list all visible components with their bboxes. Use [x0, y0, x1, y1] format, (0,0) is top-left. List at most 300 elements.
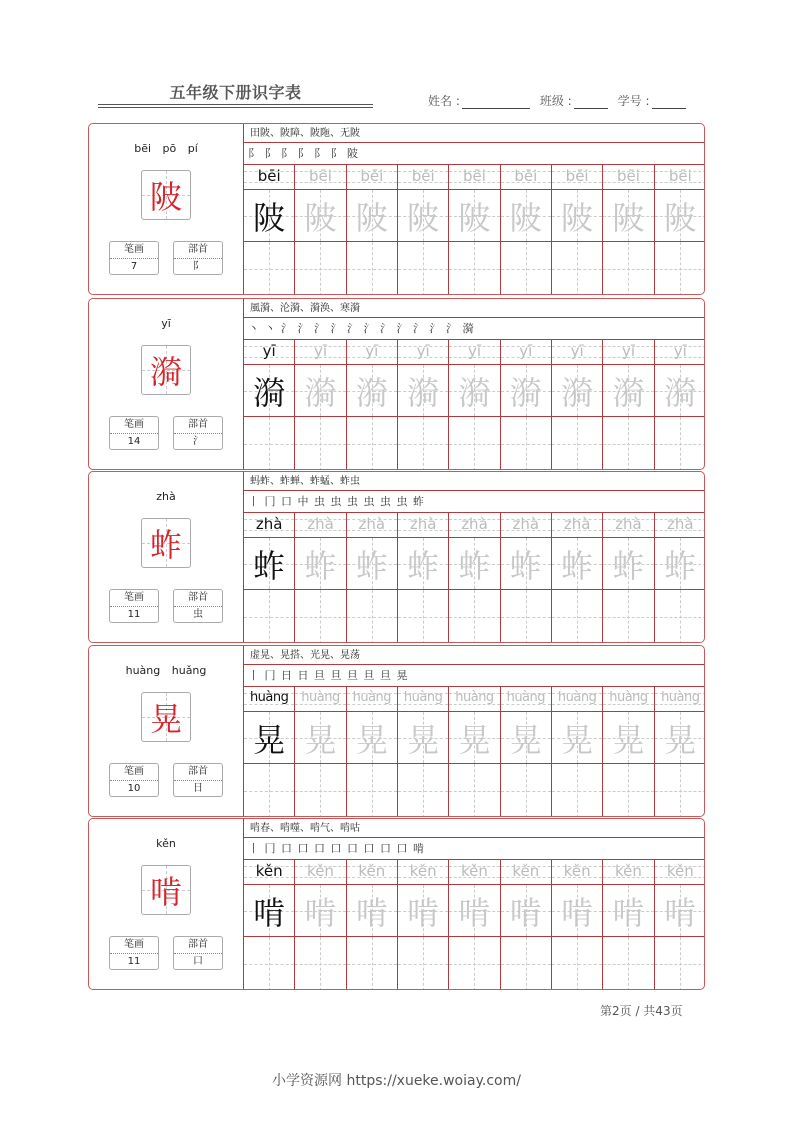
character-writing-cell[interactable]: [603, 712, 653, 764]
practice-pinyin: yī: [313, 342, 328, 360]
name-label: 姓名 :: [428, 94, 460, 108]
practice-panel: [244, 299, 705, 469]
practice-character: 晃: [253, 720, 286, 759]
practice-column: [398, 513, 449, 643]
practice-column: [347, 165, 398, 295]
name-blank[interactable]: [462, 96, 530, 109]
practice-pinyin: huàng: [301, 690, 340, 705]
character-writing-cell[interactable]: [398, 365, 448, 417]
radical-label: 部首: [174, 242, 222, 259]
practice-column: [655, 165, 705, 295]
practice-pinyin: huàng: [557, 690, 597, 705]
character-display-box: [141, 865, 191, 915]
radical-value: 氵: [193, 436, 203, 447]
character-writing-cell[interactable]: [398, 190, 448, 242]
pinyin-writing-cell[interactable]: [398, 165, 448, 190]
character-writing-cell[interactable]: [655, 885, 705, 937]
stroke-count-box: [109, 763, 159, 797]
pinyin-writing-cell[interactable]: [501, 340, 551, 365]
stroke-count-value: 11: [127, 609, 141, 620]
practice-pinyin: zhà: [512, 515, 540, 533]
pinyin-writing-cell[interactable]: [655, 513, 705, 538]
character-writing-cell[interactable]: [244, 538, 294, 590]
character-writing-cell[interactable]: [347, 885, 397, 937]
pinyin-writing-cell[interactable]: [398, 860, 448, 885]
practice-character: 啃: [253, 893, 286, 932]
practice-pinyin: huàng: [506, 690, 546, 705]
practice-column: [655, 340, 705, 470]
pinyin-writing-cell[interactable]: [244, 687, 294, 712]
blank-writing-cell[interactable]: [449, 764, 499, 817]
practice-pinyin: yī: [673, 342, 687, 360]
student-number-label: 学号 :: [617, 94, 650, 108]
blank-writing-cell[interactable]: [244, 242, 294, 295]
pinyin-writing-cell[interactable]: [449, 687, 499, 712]
practice-character: 蚱: [561, 546, 594, 585]
pinyin-writing-cell[interactable]: [655, 340, 705, 365]
practice-pinyin: bēi: [411, 167, 435, 185]
pinyin-writing-cell[interactable]: [449, 340, 499, 365]
main-character: 啃: [149, 873, 182, 911]
practice-column: [449, 340, 500, 470]
practice-pinyin: zhà: [409, 515, 437, 533]
blank-writing-cell[interactable]: [655, 242, 705, 295]
stroke-order: 丨 冂 日 日 旦 旦 旦 旦 旦 晃: [244, 665, 705, 687]
character-writing-cell[interactable]: [244, 885, 294, 937]
pinyin-writing-cell[interactable]: [347, 860, 397, 885]
stroke-count-box: [109, 589, 159, 623]
character-writing-cell[interactable]: [501, 365, 551, 417]
character-writing-cell[interactable]: [295, 712, 345, 764]
pinyin-writing-cell[interactable]: [295, 860, 345, 885]
page-number: 第2页 / 共43页: [600, 1004, 683, 1018]
practice-grid: [244, 513, 705, 643]
character-writing-cell[interactable]: [398, 712, 448, 764]
pinyin-writing-cell[interactable]: [295, 513, 345, 538]
character-writing-cell[interactable]: [449, 365, 499, 417]
character-writing-cell[interactable]: [552, 365, 602, 417]
blank-writing-cell[interactable]: [501, 937, 551, 990]
practice-pinyin: kěn: [666, 862, 694, 880]
radical-box: [173, 416, 223, 450]
practice-pinyin: yī: [570, 342, 584, 360]
blank-writing-cell[interactable]: [295, 937, 345, 990]
practice-column: [398, 165, 449, 295]
pinyin-writing-cell[interactable]: [398, 687, 448, 712]
radical-label: 部首: [174, 937, 222, 954]
practice-pinyin: bēi: [565, 167, 589, 185]
character-writing-cell[interactable]: [501, 712, 551, 764]
practice-character: 晃: [458, 720, 491, 759]
practice-pinyin: yī: [262, 342, 276, 360]
practice-character: 蚱: [509, 546, 542, 585]
practice-character: 啃: [664, 893, 697, 932]
practice-panel: [244, 472, 705, 642]
practice-pinyin: huàng: [609, 690, 648, 705]
blank-writing-cell[interactable]: [552, 417, 602, 470]
character-writing-cell[interactable]: [347, 712, 397, 764]
stroke-order: 阝 阝 阝 阝 阝 阝 陂: [244, 143, 705, 165]
practice-panel: [244, 819, 705, 989]
character-writing-cell[interactable]: [603, 190, 653, 242]
pinyin-writing-cell[interactable]: [603, 513, 653, 538]
practice-character: 啃: [304, 893, 337, 932]
practice-character: 蚱: [304, 546, 337, 585]
pinyin-writing-cell[interactable]: [347, 513, 397, 538]
practice-column: [501, 687, 552, 817]
practice-character: 晃: [612, 720, 645, 759]
blank-writing-cell[interactable]: [552, 764, 602, 817]
practice-column: [603, 687, 654, 817]
practice-pinyin: kěn: [563, 862, 591, 880]
practice-pinyin: zhà: [307, 515, 334, 533]
pinyin-writing-cell[interactable]: [655, 165, 705, 190]
practice-character: 陂: [407, 198, 440, 237]
stroke-count-label: 笔画: [110, 590, 158, 607]
pinyin-writing-cell[interactable]: [552, 513, 602, 538]
character-pinyin: bēi pō pí: [134, 142, 198, 155]
practice-pinyin: zhà: [667, 515, 694, 533]
pinyin-writing-cell[interactable]: [449, 860, 499, 885]
blank-writing-cell[interactable]: [655, 417, 705, 470]
stroke-count-box: [109, 416, 159, 450]
practice-character: 漪: [509, 373, 542, 412]
practice-pinyin: huàng: [352, 690, 392, 705]
practice-column: [347, 687, 398, 817]
worksheet-title: 五年级下册识字表: [169, 83, 302, 102]
character-writing-cell[interactable]: [501, 538, 551, 590]
practice-column: [552, 340, 603, 470]
practice-character: 蚱: [253, 546, 286, 585]
pinyin-writing-cell[interactable]: [501, 860, 551, 885]
practice-column: [501, 340, 552, 470]
blank-writing-cell[interactable]: [398, 937, 448, 990]
practice-column: [347, 340, 398, 470]
practice-pinyin: yī: [621, 342, 635, 360]
practice-character: 蚱: [458, 546, 491, 585]
practice-character: 晃: [304, 720, 337, 759]
practice-column: [552, 860, 603, 990]
character-pinyin: zhà: [156, 490, 176, 503]
blank-writing-cell[interactable]: [295, 242, 345, 295]
practice-column: [552, 687, 603, 817]
practice-column: [552, 513, 603, 643]
practice-pinyin: kěn: [307, 862, 334, 880]
practice-character: 晃: [509, 720, 542, 759]
practice-column: [449, 860, 500, 990]
practice-panel: [244, 646, 705, 816]
blank-writing-cell[interactable]: [398, 590, 448, 643]
character-card: [88, 471, 705, 643]
blank-writing-cell[interactable]: [244, 417, 294, 470]
practice-column: [244, 165, 295, 295]
pinyin-writing-cell[interactable]: [501, 165, 551, 190]
blank-writing-cell[interactable]: [501, 764, 551, 817]
practice-pinyin: kěn: [512, 862, 540, 880]
blank-writing-cell[interactable]: [603, 764, 653, 817]
character-writing-cell[interactable]: [603, 885, 653, 937]
blank-writing-cell[interactable]: [655, 937, 705, 990]
main-character: 陂: [149, 178, 182, 216]
pinyin-writing-cell[interactable]: [295, 340, 345, 365]
blank-writing-cell[interactable]: [552, 590, 602, 643]
main-character: 蚱: [149, 526, 182, 564]
blank-writing-cell[interactable]: [244, 764, 294, 817]
blank-writing-cell[interactable]: [655, 764, 705, 817]
practice-pinyin: bēi: [309, 167, 332, 185]
radical-box: [173, 936, 223, 970]
class-label: 班级 :: [539, 94, 572, 108]
character-info-panel: [89, 472, 244, 642]
pinyin-writing-cell[interactable]: [552, 340, 602, 365]
pinyin-writing-cell[interactable]: [501, 687, 551, 712]
footer-source: 小学资源网 https://xueke.woiay.com/: [272, 1073, 521, 1089]
practice-character: 啃: [407, 893, 440, 932]
radical-value: 日: [193, 783, 203, 794]
pinyin-writing-cell[interactable]: [603, 687, 653, 712]
blank-writing-cell[interactable]: [603, 242, 653, 295]
practice-character: 漪: [458, 373, 491, 412]
practice-column: [347, 860, 398, 990]
character-writing-cell[interactable]: [244, 190, 294, 242]
pinyin-writing-cell[interactable]: [603, 340, 653, 365]
practice-column: [603, 860, 654, 990]
stroke-count-label: 笔画: [110, 937, 158, 954]
practice-column: [603, 513, 654, 643]
practice-character: 蚱: [355, 546, 388, 585]
blank-writing-cell[interactable]: [603, 937, 653, 990]
character-writing-cell[interactable]: [655, 538, 705, 590]
practice-column: [398, 687, 449, 817]
blank-writing-cell[interactable]: [449, 242, 499, 295]
radical-box: [173, 763, 223, 797]
character-writing-cell[interactable]: [552, 712, 602, 764]
blank-writing-cell[interactable]: [347, 242, 397, 295]
character-card: [88, 818, 705, 990]
character-writing-cell[interactable]: [655, 712, 705, 764]
practice-character: 漪: [253, 373, 286, 412]
pinyin-writing-cell[interactable]: [501, 513, 551, 538]
blank-writing-cell[interactable]: [347, 417, 397, 470]
blank-writing-cell[interactable]: [347, 764, 397, 817]
blank-writing-cell[interactable]: [295, 417, 345, 470]
practice-pinyin: bēi: [360, 167, 384, 185]
character-writing-cell[interactable]: [449, 712, 499, 764]
pinyin-writing-cell[interactable]: [655, 860, 705, 885]
practice-character: 啃: [612, 893, 645, 932]
practice-column: [347, 513, 398, 643]
practice-column: [244, 513, 295, 643]
blank-writing-cell[interactable]: [501, 417, 551, 470]
blank-writing-cell[interactable]: [655, 590, 705, 643]
pinyin-writing-cell[interactable]: [449, 165, 499, 190]
pinyin-writing-cell[interactable]: [603, 860, 653, 885]
blank-writing-cell[interactable]: [449, 590, 499, 643]
stroke-count-value: 14: [127, 436, 141, 447]
character-writing-cell[interactable]: [603, 538, 653, 590]
practice-column: [295, 340, 346, 470]
pinyin-writing-cell[interactable]: [244, 165, 294, 190]
practice-character: 啃: [561, 893, 594, 932]
character-writing-cell[interactable]: [449, 190, 499, 242]
pinyin-writing-cell[interactable]: [347, 165, 397, 190]
practice-column: [295, 165, 346, 295]
radical-value: 虫: [193, 609, 203, 620]
character-writing-cell[interactable]: [655, 190, 705, 242]
pinyin-writing-cell[interactable]: [295, 165, 345, 190]
character-writing-cell[interactable]: [295, 538, 345, 590]
pinyin-writing-cell[interactable]: [655, 687, 705, 712]
pinyin-writing-cell[interactable]: [347, 340, 397, 365]
character-writing-cell[interactable]: [244, 365, 294, 417]
practice-pinyin: zhà: [563, 515, 591, 533]
practice-column: [295, 860, 346, 990]
blank-writing-cell[interactable]: [398, 764, 448, 817]
practice-character: 漪: [561, 373, 594, 412]
blank-writing-cell[interactable]: [398, 242, 448, 295]
practice-column: [244, 860, 295, 990]
practice-column: [449, 165, 500, 295]
practice-column: [449, 687, 500, 817]
practice-character: 陂: [561, 198, 594, 237]
practice-panel: [244, 124, 705, 294]
blank-writing-cell[interactable]: [398, 417, 448, 470]
practice-pinyin: huàng: [403, 690, 443, 705]
class-blank[interactable]: [574, 96, 608, 109]
character-card: [88, 123, 705, 295]
practice-pinyin: kěn: [461, 862, 488, 880]
character-card: [88, 298, 705, 470]
blank-writing-cell[interactable]: [244, 937, 294, 990]
blank-writing-cell[interactable]: [295, 590, 345, 643]
main-character: 晃: [149, 700, 182, 738]
pinyin-writing-cell[interactable]: [552, 860, 602, 885]
practice-pinyin: bēi: [668, 167, 692, 185]
practice-pinyin: huàng: [455, 690, 494, 705]
character-writing-cell[interactable]: [398, 885, 448, 937]
character-writing-cell[interactable]: [552, 538, 602, 590]
practice-pinyin: bēi: [463, 167, 486, 185]
blank-writing-cell[interactable]: [501, 242, 551, 295]
practice-column: [501, 860, 552, 990]
blank-writing-cell[interactable]: [244, 590, 294, 643]
character-display-box: [141, 345, 191, 395]
pinyin-writing-cell[interactable]: [347, 687, 397, 712]
practice-column: [449, 513, 500, 643]
practice-character: 晃: [561, 720, 594, 759]
pinyin-writing-cell[interactable]: [295, 687, 345, 712]
practice-column: [655, 513, 705, 643]
practice-column: [655, 687, 705, 817]
pinyin-writing-cell[interactable]: [244, 860, 294, 885]
pinyin-writing-cell[interactable]: [398, 340, 448, 365]
practice-column: [655, 860, 705, 990]
blank-writing-cell[interactable]: [552, 937, 602, 990]
blank-writing-cell[interactable]: [603, 417, 653, 470]
character-writing-cell[interactable]: [552, 190, 602, 242]
character-writing-cell[interactable]: [552, 885, 602, 937]
pinyin-writing-cell[interactable]: [603, 165, 653, 190]
blank-writing-cell[interactable]: [449, 417, 499, 470]
practice-pinyin: yī: [416, 342, 430, 360]
practice-column: [295, 687, 346, 817]
practice-pinyin: huàng: [661, 690, 700, 705]
character-writing-cell[interactable]: [501, 190, 551, 242]
character-writing-cell[interactable]: [655, 365, 705, 417]
practice-character: 陂: [355, 198, 388, 237]
character-writing-cell[interactable]: [603, 365, 653, 417]
character-writing-cell[interactable]: [295, 365, 345, 417]
character-writing-cell[interactable]: [449, 885, 499, 937]
stroke-count-box: [109, 241, 159, 275]
character-writing-cell[interactable]: [295, 190, 345, 242]
radical-label: 部首: [174, 417, 222, 434]
radical-value: 口: [193, 956, 203, 967]
practice-pinyin: huàng: [249, 690, 289, 705]
blank-writing-cell[interactable]: [501, 590, 551, 643]
practice-pinyin: kěn: [615, 862, 642, 880]
main-character: 漪: [149, 353, 182, 391]
practice-character: 啃: [355, 893, 388, 932]
practice-character: 晃: [407, 720, 440, 759]
practice-pinyin: bēi: [617, 167, 640, 185]
character-writing-cell[interactable]: [398, 538, 448, 590]
practice-character: 蚱: [664, 546, 697, 585]
blank-writing-cell[interactable]: [552, 242, 602, 295]
practice-character: 漪: [612, 373, 645, 412]
practice-column: [398, 860, 449, 990]
example-words: 田陂、陂障、陂陁、无陂: [244, 124, 705, 143]
character-writing-cell[interactable]: [347, 538, 397, 590]
practice-pinyin: bēi: [257, 167, 281, 185]
radical-box: [173, 589, 223, 623]
character-display-box: [141, 170, 191, 220]
pinyin-writing-cell[interactable]: [244, 513, 294, 538]
student-number-blank[interactable]: [652, 96, 686, 109]
character-info-panel: [89, 819, 244, 989]
stroke-count-value: 10: [127, 783, 141, 794]
stroke-count-value: 7: [130, 261, 138, 272]
blank-writing-cell[interactable]: [347, 937, 397, 990]
character-info-panel: [89, 124, 244, 294]
practice-column: [603, 165, 654, 295]
pinyin-writing-cell[interactable]: [244, 340, 294, 365]
blank-writing-cell[interactable]: [603, 590, 653, 643]
character-writing-cell[interactable]: [501, 885, 551, 937]
blank-writing-cell[interactable]: [347, 590, 397, 643]
pinyin-writing-cell[interactable]: [449, 513, 499, 538]
character-info-panel: [89, 646, 244, 816]
pinyin-writing-cell[interactable]: [552, 165, 602, 190]
practice-character: 啃: [458, 893, 491, 932]
stroke-order: 丶 丶 氵 氵 氵 氵 氵 氵 氵 氵 氵 氵 氵 漪: [244, 318, 705, 340]
pinyin-writing-cell[interactable]: [552, 687, 602, 712]
practice-grid: [244, 165, 705, 295]
practice-column: [398, 340, 449, 470]
practice-grid: [244, 340, 705, 470]
practice-character: 陂: [664, 198, 697, 237]
character-writing-cell[interactable]: [295, 885, 345, 937]
practice-character: 晃: [355, 720, 388, 759]
pinyin-writing-cell[interactable]: [398, 513, 448, 538]
blank-writing-cell[interactable]: [449, 937, 499, 990]
character-writing-cell[interactable]: [347, 365, 397, 417]
blank-writing-cell[interactable]: [295, 764, 345, 817]
character-writing-cell[interactable]: [347, 190, 397, 242]
character-writing-cell[interactable]: [449, 538, 499, 590]
practice-character: 陂: [458, 198, 491, 237]
character-writing-cell[interactable]: [244, 712, 294, 764]
